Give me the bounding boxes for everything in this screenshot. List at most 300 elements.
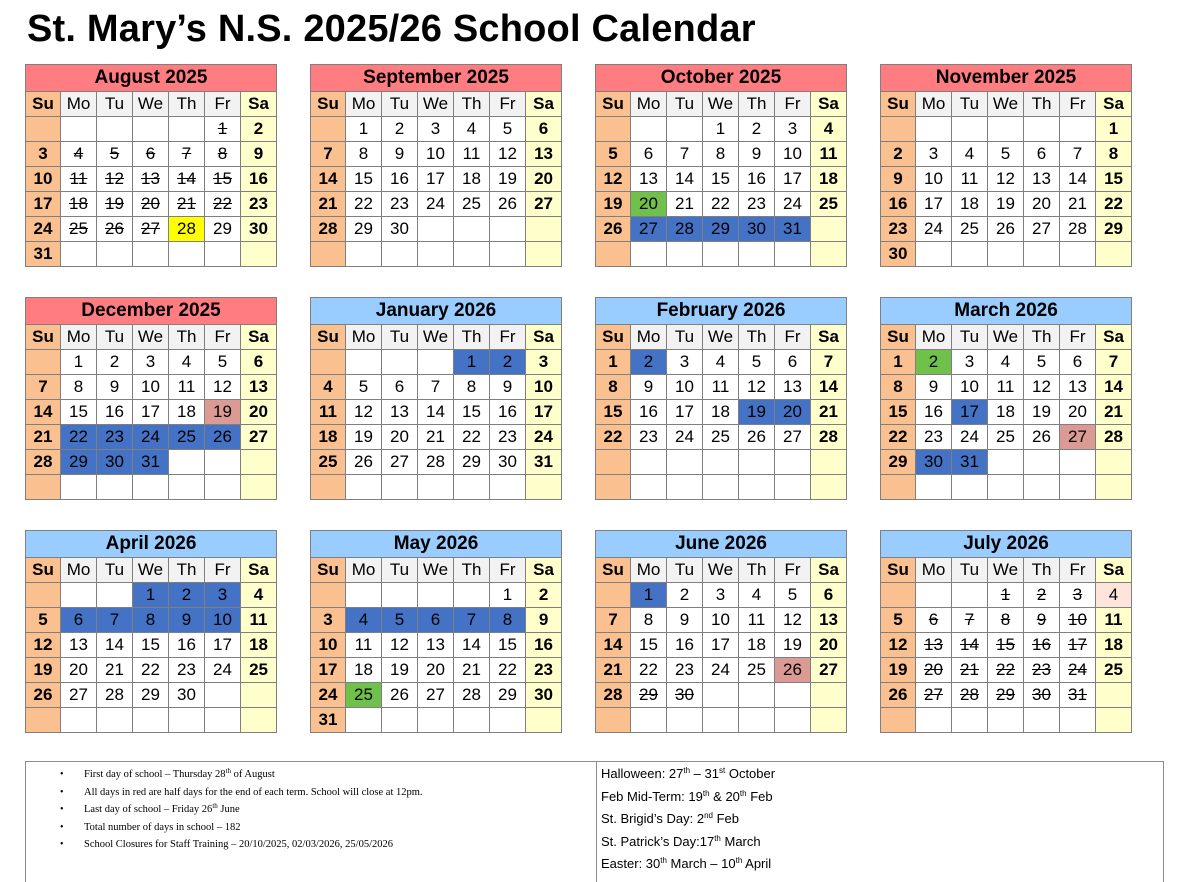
weekday-header: Fr [775,92,811,117]
day-cell: 5 [775,583,811,608]
weekday-header: Sa [241,325,277,350]
day-cell: 8 [596,375,631,400]
day-cell: 9 [667,608,703,633]
day-cell [490,242,526,267]
day-cell: 1 [61,350,97,375]
day-cell: 5 [97,142,133,167]
day-cell: 31 [133,450,169,475]
day-cell: 23 [526,658,562,683]
day-cell: 11 [169,375,205,400]
day-cell: 4 [988,350,1024,375]
day-cell: 11 [1096,608,1132,633]
day-cell: 30 [490,450,526,475]
weekday-header: Su [311,558,346,583]
week-row [596,192,847,217]
day-cell: 8 [133,608,169,633]
day-cell: 28 [596,683,631,708]
day-cell: 22 [490,658,526,683]
day-cell: 26 [97,217,133,242]
day-cell: 24 [667,425,703,450]
day-cell: 26 [205,425,241,450]
day-cell [811,475,847,500]
day-cell: 21 [1096,400,1132,425]
day-cell [1060,117,1096,142]
week-row [881,142,1132,167]
day-cell: 13 [631,167,667,192]
day-cell: 10 [952,375,988,400]
holiday-line: St. Patrick’s Day:17th March [601,833,761,849]
day-cell [382,350,418,375]
month-calendar [310,64,562,267]
day-cell: 28 [1060,217,1096,242]
week-row [311,425,562,450]
note-item: • Last day of school – Friday 26th June [84,802,423,820]
day-cell: 15 [454,400,490,425]
weekday-header: We [418,558,454,583]
day-cell: 11 [739,608,775,633]
day-cell: 10 [916,167,952,192]
weekday-header: Th [454,325,490,350]
month-title: September 2025 [311,65,562,92]
day-cell: 18 [811,167,847,192]
day-cell: 4 [311,375,346,400]
day-cell [811,217,847,242]
week-row [881,583,1132,608]
weekday-header: Fr [775,325,811,350]
day-cell: 13 [382,400,418,425]
day-cell: 18 [346,658,382,683]
day-cell: 10 [526,375,562,400]
day-cell [1024,117,1060,142]
day-cell [1060,242,1096,267]
day-cell: 6 [61,608,97,633]
day-cell: 31 [1060,683,1096,708]
day-cell: 10 [1060,608,1096,633]
day-cell: 11 [241,608,277,633]
day-cell: 23 [739,192,775,217]
day-cell: 20 [382,425,418,450]
day-cell: 3 [703,583,739,608]
day-cell: 22 [61,425,97,450]
day-cell [133,475,169,500]
weekday-header: Fr [205,92,241,117]
day-cell: 11 [703,375,739,400]
weekday-header: Tu [97,92,133,117]
week-row [596,450,847,475]
day-cell: 10 [311,633,346,658]
month-calendar [595,297,847,500]
day-cell: 14 [952,633,988,658]
day-cell: 22 [631,658,667,683]
week-row [311,117,562,142]
day-cell: 21 [97,658,133,683]
day-cell: 26 [382,683,418,708]
week-row [596,242,847,267]
day-cell [346,242,382,267]
day-cell [631,242,667,267]
week-row [26,633,277,658]
day-cell [418,217,454,242]
day-cell: 27 [61,683,97,708]
day-cell [703,242,739,267]
day-cell: 1 [205,117,241,142]
day-cell [881,475,916,500]
weekday-header: Th [739,92,775,117]
day-cell: 16 [667,633,703,658]
day-cell: 20 [418,658,454,683]
day-cell [205,475,241,500]
day-cell: 3 [775,117,811,142]
week-row [881,375,1132,400]
day-cell [631,708,667,733]
day-cell: 24 [133,425,169,450]
week-row [311,192,562,217]
weekday-header: Mo [346,558,382,583]
day-cell [631,450,667,475]
week-row [26,583,277,608]
weekday-header: Sa [241,92,277,117]
day-cell: 16 [881,192,916,217]
day-cell: 14 [811,375,847,400]
day-cell: 23 [97,425,133,450]
day-cell [1060,475,1096,500]
weekday-header: Mo [631,558,667,583]
weekday-header: Sa [526,325,562,350]
weekday-header: Mo [631,92,667,117]
day-cell [26,583,61,608]
weekday-header: Th [169,325,205,350]
day-cell: 17 [916,192,952,217]
day-cell: 5 [382,608,418,633]
day-cell: 16 [169,633,205,658]
day-cell: 17 [311,658,346,683]
day-cell [418,242,454,267]
day-cell [1060,450,1096,475]
day-cell: 25 [241,658,277,683]
day-cell: 8 [631,608,667,633]
day-cell: 22 [454,425,490,450]
day-cell [667,475,703,500]
day-cell [667,117,703,142]
legend-box [25,761,1164,882]
day-cell: 7 [97,608,133,633]
week-row [311,475,562,500]
weekday-header: Fr [490,558,526,583]
day-cell [169,117,205,142]
day-cell: 19 [205,400,241,425]
day-cell [346,350,382,375]
weekday-header: Su [881,558,916,583]
month-title: October 2025 [596,65,847,92]
day-cell: 22 [1096,192,1132,217]
day-cell: 26 [881,683,916,708]
day-cell: 23 [631,425,667,450]
week-row [26,242,277,267]
month-calendar [880,530,1132,733]
day-cell: 6 [631,142,667,167]
day-cell: 13 [1024,167,1060,192]
day-cell: 2 [881,142,916,167]
day-cell: 2 [526,583,562,608]
weekday-header: Fr [1060,558,1096,583]
day-cell: 8 [490,608,526,633]
weekday-header: Mo [61,558,97,583]
day-cell: 29 [133,683,169,708]
day-cell: 3 [526,350,562,375]
day-cell: 23 [916,425,952,450]
day-cell: 13 [916,633,952,658]
week-row [26,450,277,475]
day-cell: 1 [703,117,739,142]
day-cell: 19 [490,167,526,192]
note-item: • First day of school – Thursday 28th of August [84,767,423,785]
day-cell: 22 [988,658,1024,683]
day-cell: 3 [1060,583,1096,608]
week-row [26,142,277,167]
day-cell: 15 [988,633,1024,658]
day-cell: 25 [346,683,382,708]
day-cell [1024,708,1060,733]
day-cell: 29 [881,450,916,475]
day-cell: 18 [311,425,346,450]
weekday-header: Fr [205,325,241,350]
day-cell [241,475,277,500]
day-cell: 1 [631,583,667,608]
day-cell: 14 [26,400,61,425]
weekday-header: We [703,558,739,583]
day-cell [739,683,775,708]
day-cell: 7 [811,350,847,375]
month-calendar [880,297,1132,500]
day-cell [418,475,454,500]
day-cell [596,475,631,500]
day-cell [739,450,775,475]
day-cell: 3 [916,142,952,167]
day-cell [205,450,241,475]
day-cell [952,475,988,500]
day-cell [988,450,1024,475]
day-cell: 8 [346,142,382,167]
day-cell [490,475,526,500]
week-row [311,167,562,192]
weekday-header: Th [1024,325,1060,350]
day-cell: 2 [382,117,418,142]
day-cell: 21 [169,192,205,217]
day-cell: 19 [988,192,1024,217]
day-cell: 19 [26,658,61,683]
day-cell [1096,683,1132,708]
holiday-line: St. Brigid’s Day: 2nd Feb [601,811,740,827]
day-cell: 22 [346,192,382,217]
day-cell: 28 [311,217,346,242]
day-cell [490,708,526,733]
day-cell: 8 [454,375,490,400]
day-cell [526,217,562,242]
day-cell: 10 [703,608,739,633]
day-cell [881,708,916,733]
day-cell: 2 [916,350,952,375]
weekday-header: Su [881,325,916,350]
day-cell [346,708,382,733]
day-cell [988,708,1024,733]
day-cell: 15 [1096,167,1132,192]
holidays-list [601,765,775,878]
day-cell: 31 [775,217,811,242]
month-title: August 2025 [26,65,277,92]
month-title: July 2026 [881,531,1132,558]
day-cell: 13 [61,633,97,658]
day-cell: 16 [382,167,418,192]
day-cell [988,475,1024,500]
day-cell [418,708,454,733]
day-cell: 24 [311,683,346,708]
weekday-header: Sa [526,92,562,117]
week-row [311,142,562,167]
day-cell: 2 [97,350,133,375]
weekday-header: Mo [916,558,952,583]
day-cell: 26 [775,658,811,683]
day-cell [241,683,277,708]
day-cell: 13 [775,375,811,400]
day-cell: 24 [205,658,241,683]
day-cell: 9 [1024,608,1060,633]
day-cell [133,117,169,142]
day-cell [311,350,346,375]
day-cell: 30 [526,683,562,708]
day-cell: 7 [1096,350,1132,375]
weekday-header: Mo [61,325,97,350]
weekday-header: We [703,92,739,117]
day-cell: 1 [988,583,1024,608]
day-cell: 29 [1096,217,1132,242]
weekday-header: Tu [382,558,418,583]
day-cell [703,683,739,708]
month-calendar [25,64,277,267]
day-cell: 9 [490,375,526,400]
day-cell: 1 [346,117,382,142]
day-cell [775,708,811,733]
week-row [881,350,1132,375]
day-cell: 30 [382,217,418,242]
day-cell: 21 [311,192,346,217]
day-cell: 23 [1024,658,1060,683]
day-cell: 18 [1096,633,1132,658]
day-cell [97,242,133,267]
day-cell: 15 [346,167,382,192]
day-cell [596,708,631,733]
day-cell [346,475,382,500]
day-cell: 21 [596,658,631,683]
day-cell: 3 [418,117,454,142]
weekday-header: Su [881,92,916,117]
week-row [596,167,847,192]
day-cell: 7 [26,375,61,400]
day-cell: 5 [881,608,916,633]
day-cell: 5 [596,142,631,167]
note-item: • School Closures for Staff Training – 20/10/2025, 02/03/2026, 25/05/2026 [84,837,423,855]
day-cell: 1 [490,583,526,608]
day-cell: 7 [952,608,988,633]
notes-list [84,767,423,855]
day-cell: 8 [881,375,916,400]
day-cell: 16 [241,167,277,192]
day-cell: 26 [26,683,61,708]
day-cell: 9 [916,375,952,400]
page-title: St. Mary’s N.S. 2025/26 School Calendar [27,8,756,50]
day-cell: 21 [952,658,988,683]
week-row [26,658,277,683]
day-cell: 5 [205,350,241,375]
day-cell [952,583,988,608]
month-calendar [310,297,562,500]
weekday-header: Th [454,558,490,583]
day-cell [916,242,952,267]
month-title: May 2026 [311,531,562,558]
day-cell: 3 [26,142,61,167]
day-cell: 14 [454,633,490,658]
day-cell [952,117,988,142]
day-cell: 30 [169,683,205,708]
day-cell: 19 [775,633,811,658]
day-cell: 22 [596,425,631,450]
week-row [596,217,847,242]
day-cell: 9 [97,375,133,400]
day-cell [881,117,916,142]
day-cell: 7 [667,142,703,167]
day-cell [916,708,952,733]
week-row [311,708,562,733]
day-cell: 18 [703,400,739,425]
day-cell [703,475,739,500]
day-cell [241,450,277,475]
day-cell: 17 [526,400,562,425]
day-cell: 1 [596,350,631,375]
week-row [26,708,277,733]
week-row [311,242,562,267]
day-cell: 17 [133,400,169,425]
day-cell: 15 [205,167,241,192]
day-cell: 2 [739,117,775,142]
day-cell: 12 [205,375,241,400]
day-cell: 20 [133,192,169,217]
day-cell: 31 [526,450,562,475]
day-cell [739,475,775,500]
day-cell [596,450,631,475]
day-cell [311,475,346,500]
weekday-header: Sa [241,558,277,583]
day-cell: 1 [881,350,916,375]
day-cell [205,708,241,733]
day-cell: 4 [952,142,988,167]
day-cell: 25 [988,425,1024,450]
day-cell: 11 [952,167,988,192]
day-cell: 9 [631,375,667,400]
week-row [881,425,1132,450]
day-cell: 13 [418,633,454,658]
day-cell: 27 [418,683,454,708]
week-row [881,608,1132,633]
day-cell: 7 [596,608,631,633]
day-cell: 8 [703,142,739,167]
weekday-header: Mo [916,325,952,350]
day-cell: 23 [667,658,703,683]
day-cell: 6 [1024,142,1060,167]
day-cell: 27 [775,425,811,450]
week-row [881,400,1132,425]
day-cell: 21 [418,425,454,450]
day-cell: 24 [418,192,454,217]
day-cell: 25 [169,425,205,450]
